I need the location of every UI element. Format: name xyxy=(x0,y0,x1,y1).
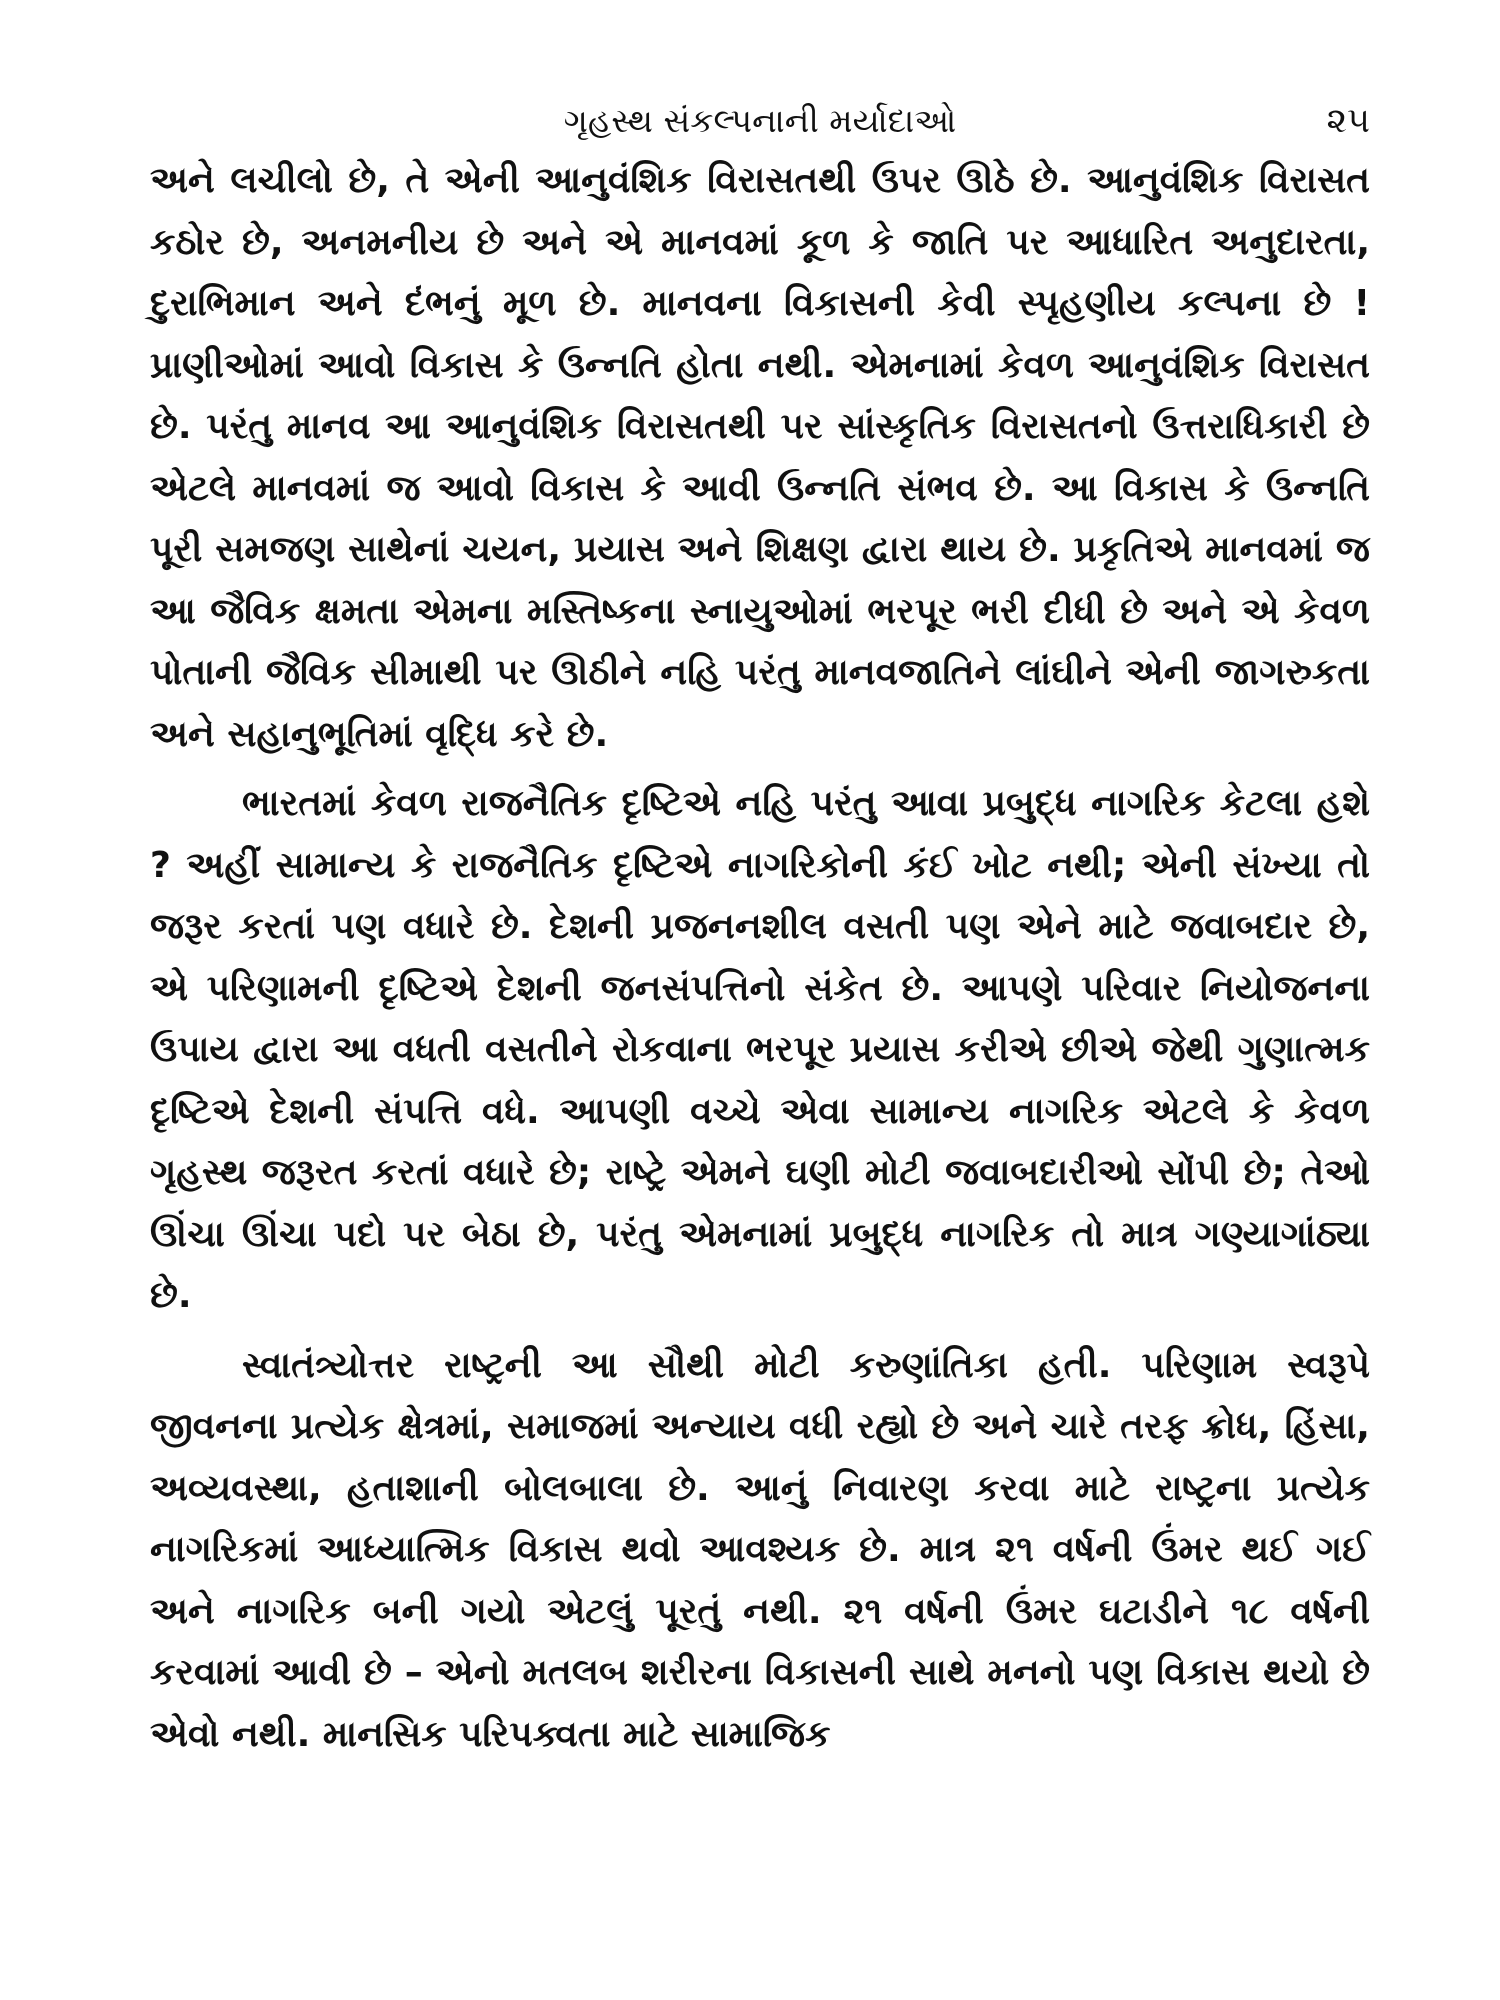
running-title: ગૃહસ્થ સંકલ્પનાની મર્યાદાઓ xyxy=(563,101,957,140)
body-text xyxy=(150,150,1370,1773)
page-number: ૨૫ xyxy=(1326,101,1370,141)
running-header xyxy=(150,96,1370,146)
paragraph-3: સ્વાતંત્ર્યોત્તર રાષ્ટ્રની આ સૌથી મોટી કરુણાંતિકા હતી. પરિણામ સ્વરૂપે જીવનના પ્રત્યેક ક્ષેત્રમાં, સમાજમાં અન્યાય વધી રહ્યો છે અને ચારે તરફ ક્રોધ, હિંસા, અવ્યવસ્થા, હતાશાની બોલબાલા છે. આનું નિવારણ કરવા માટે રાષ્ટ્રના પ્રત્યેક નાગરિકમાં આધ્યાત્મિક વિકાસ થવો આવશ્યક છે. માત્ર ૨૧ વર્ષની ઉંમર થઈ ગઈ અને નાગરિક બની ગયો એટલું પૂરતું નથી. ૨૧ વર્ષની ઉંમર ઘટાડીને ૧૮ વર્ષની કરવામાં આવી છે – એનો મતલબ શરીરના વિકાસની સાથે મનનો પણ વિકાસ થયો છે એવો નથી. માનસિક પરિપક્વતા માટે સામાજિક xyxy=(150,1344,1370,1755)
paragraph-2: ભારતમાં કેવળ રાજનૈતિક દૃષ્ટિએ નહિ પરંતુ આવા પ્રબુદ્ધ નાગરિક કેટલા હશે ? અહીં સામાન્ય કે રાજનૈતિક દૃષ્ટિએ નાગરિકોની કંઈ ખોટ નથી; એની સંખ્યા તો જરૂર કરતાં પણ વધારે છે. દેશની પ્રજનનશીલ વસતી પણ એને માટે જવાબદાર છે, એ પરિણામની દૃષ્ટિએ દેશની જનસંપત્તિનો સંકેત છે. આપણે પરિવાર નિયોજનના ઉપાય દ્વારા આ વધતી વસતીને રોકવાના ભરપૂર પ્રયાસ કરીએ છીએ જેથી ગુણાત્મક દૃષ્ટિએ દેશની સંપત્તિ વધે. આપણી વચ્ચે એવા સામાન્ય નાગરિક એટલે કે કેવળ ગૃહસ્થ જરૂરત કરતાં વધારે છે; રાષ્ટ્રે એમને ઘણી મોટી જવાબદારીઓ સોંપી છે; તેઓ ઊંચા ઊંચા પદો પર બેઠા છે, પરંતુ એમનામાં પ્રબુદ્ધ નાગરિક તો માત્ર ગણ્યાગાંઠ્યા છે. xyxy=(150,783,1370,1316)
paragraph-1: અને લચીલો છે, તે એની આનુવંશિક વિરાસતથી ઉપર ઊઠે છે. આનુવંશિક વિરાસત કઠોર છે, અનમનીય છે અને એ માનવમાં કૂળ કે જાતિ પર આધારિત અનુદારતા, દુરાભિમાન અને દંભનું મૂળ છે. માનવના વિકાસની કેવી સ્પૃહણીય કલ્પના છે ! પ્રાણીઓમાં આવો વિકાસ કે ઉન્નતિ હોતા નથી. એમનામાં કેવળ આનુવંશિક વિરાસત છે. પરંતુ માનવ આ આનુવંશિક વિરાસતથી પર સાંસ્કૃતિક વિરાસતનો ઉત્તરાધિકારી છે એટલે માનવમાં જ આવો વિકાસ કે આવી ઉન્નતિ સંભવ છે. આ વિકાસ કે ઉન્નતિ પૂરી સમજણ સાથેનાં ચયન, પ્રયાસ અને શિક્ષણ દ્વારા થાય છે. પ્રકૃતિએ માનવમાં જ આ જૈવિક ક્ષમતા એમના મસ્તિષ્કના સ્નાયુઓમાં ભરપૂર ભરી દીધી છે અને એ કેવળ પોતાની જૈવિક સીમાથી પર ઊઠીને નહિ પરંતુ માનવજાતિને લાંઘીને એની જાગરુકતા અને સહાનુભૂતિમાં વૃદ્ધિ કરે છે. xyxy=(150,160,1370,755)
